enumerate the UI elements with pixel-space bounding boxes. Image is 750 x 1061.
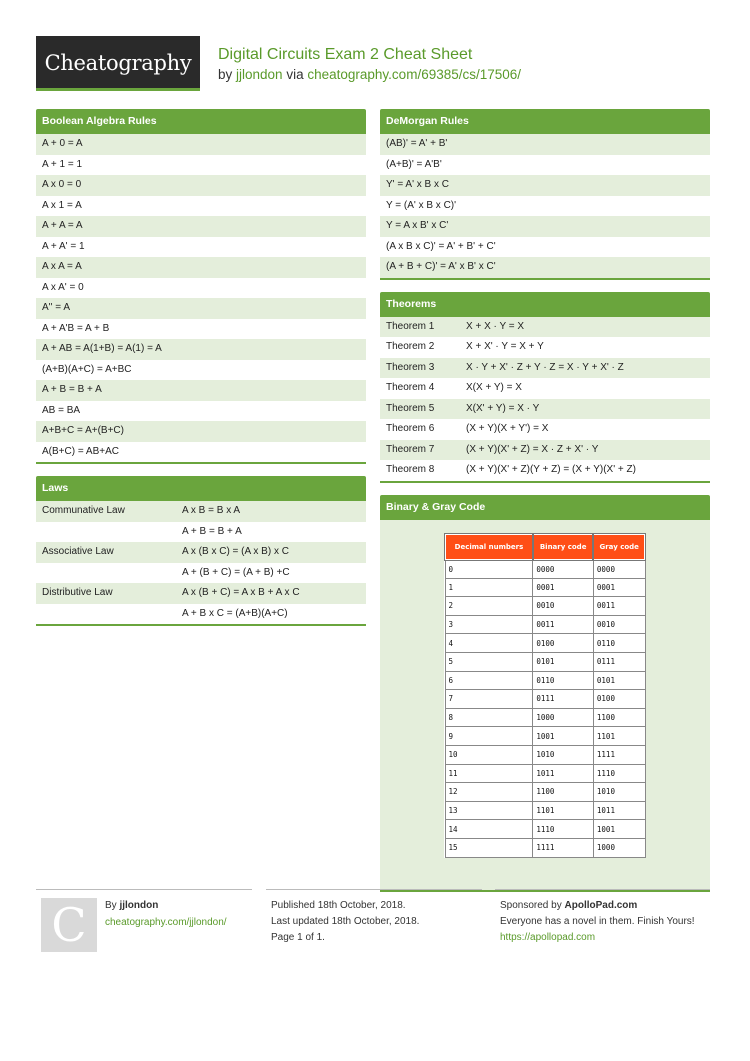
- section-title: DeMorgan Rules: [380, 109, 710, 134]
- theorem-row-name: Theorem 7: [386, 443, 435, 455]
- section-title: Binary & Gray Code: [380, 495, 710, 520]
- table-header-row: [445, 534, 645, 560]
- cell-binary: 0011: [533, 615, 594, 634]
- sponsor-line: [500, 900, 637, 911]
- boolean-rule: A x A' = 0: [36, 278, 366, 299]
- cell-decimal: 13: [445, 801, 533, 820]
- theorem-row-value: X(X + Y) = X: [466, 382, 522, 393]
- updated-date: Last updated 18th October, 2018.: [271, 916, 420, 927]
- table-row: [445, 597, 645, 616]
- cell-decimal: 12: [445, 783, 533, 802]
- left-column: [36, 109, 366, 638]
- law-row-name: Communative Law: [42, 505, 125, 516]
- cell-binary: 0111: [533, 690, 594, 709]
- page-subtitle: [218, 67, 521, 82]
- demorgan-section: [380, 109, 710, 280]
- boolean-rule: A + B = B + A: [36, 380, 366, 401]
- boolean-rule: A + AB = A(1+B) = A(1) = A: [36, 339, 366, 360]
- footer: [36, 889, 710, 959]
- logo-underline: [36, 88, 200, 91]
- demorgan-rule: (AB)' = A' + B': [380, 134, 710, 155]
- cell-gray: 0011: [593, 597, 645, 616]
- table-row: [445, 838, 645, 857]
- boolean-rules-section: [36, 109, 366, 464]
- table-row: [445, 578, 645, 597]
- cell-decimal: 1: [445, 578, 533, 597]
- theorem-row-name: Theorem 8: [386, 464, 435, 475]
- cell-gray: 1000: [593, 838, 645, 857]
- footer-author-url[interactable]: cheatography.com/jjlondon/: [105, 917, 227, 928]
- law-row: [36, 501, 366, 522]
- cell-gray: 1111: [593, 745, 645, 764]
- by-label: By: [105, 900, 117, 911]
- theorem-row-value: X + X · Y = X: [466, 320, 524, 332]
- divider: [36, 889, 252, 890]
- theorem-row: [380, 378, 710, 399]
- table-row: [445, 615, 645, 634]
- cell-gray: 1100: [593, 708, 645, 727]
- right-column: [380, 109, 710, 904]
- table-row: [445, 708, 645, 727]
- cell-binary: 1111: [533, 838, 594, 857]
- avatar[interactable]: C: [41, 898, 97, 952]
- section-title: Boolean Algebra Rules: [36, 109, 366, 134]
- law-row: [36, 522, 366, 543]
- table-row: [445, 634, 645, 653]
- boolean-rule: (A+B)(A+C) = A+BC: [36, 360, 366, 381]
- table-row: [445, 745, 645, 764]
- header-binary: Binary code: [533, 534, 594, 560]
- demorgan-rule: (A+B)' = A'B': [380, 155, 710, 176]
- cheatography-logo[interactable]: Cheatography: [36, 36, 200, 90]
- demorgan-rule: (A + B + C)' = A' x B' x C': [380, 257, 710, 278]
- theorem-row: [380, 317, 710, 338]
- boolean-rule: A(B+C) = AB+AC: [36, 442, 366, 463]
- cell-binary: 0010: [533, 597, 594, 616]
- boolean-rule: A + 0 = A: [36, 134, 366, 155]
- sponsor-name[interactable]: ApolloPad.com: [564, 900, 638, 911]
- code-rows: [445, 560, 645, 858]
- theorem-row-value: X + X' · Y = X + Y: [466, 341, 544, 352]
- law-row: [36, 563, 366, 584]
- sponsored-by-label: Sponsored by: [500, 900, 562, 911]
- cell-decimal: 9: [445, 727, 533, 746]
- law-row-name: Associative Law: [42, 546, 114, 557]
- laws-section: [36, 476, 366, 626]
- cell-binary: 0100: [533, 634, 594, 653]
- footer-author-name[interactable]: jjlondon: [119, 900, 159, 911]
- header-gray: Gray code: [593, 534, 645, 560]
- boolean-rule: A'' = A: [36, 298, 366, 319]
- cell-gray: 1010: [593, 783, 645, 802]
- table-row: [445, 690, 645, 709]
- demorgan-rule: Y = (A' x B x C)': [380, 196, 710, 217]
- cell-decimal: 5: [445, 652, 533, 671]
- cell-decimal: 3: [445, 615, 533, 634]
- laws-rows: [36, 501, 366, 624]
- via-label: via: [286, 67, 304, 82]
- theorem-row: [380, 358, 710, 379]
- cell-gray: 0010: [593, 615, 645, 634]
- boolean-rule: A x A = A: [36, 257, 366, 278]
- section-title: Theorems: [380, 292, 710, 317]
- theorem-row-name: Theorem 6: [386, 423, 435, 434]
- cell-binary: 1100: [533, 783, 594, 802]
- cell-decimal: 6: [445, 671, 533, 690]
- theorem-rows: [380, 317, 710, 481]
- table-row: [445, 727, 645, 746]
- cell-decimal: 7: [445, 690, 533, 709]
- footer-dates: [266, 889, 482, 959]
- cell-gray: 0110: [593, 634, 645, 653]
- cell-gray: 0111: [593, 652, 645, 671]
- theorem-row: [380, 419, 710, 440]
- cell-binary: 1110: [533, 820, 594, 839]
- table-row: [445, 671, 645, 690]
- demorgan-rule: (A x B x C)' = A' + B' + C': [380, 237, 710, 258]
- table-row: [445, 764, 645, 783]
- page-number: Page 1 of 1.: [271, 932, 325, 943]
- cell-binary: 0001: [533, 578, 594, 597]
- cell-gray: 1110: [593, 764, 645, 783]
- boolean-rule: A x 1 = A: [36, 196, 366, 217]
- theorem-row: [380, 399, 710, 420]
- theorem-row-value: (X + Y)(X' + Z)(Y + Z) = (X + Y)(X' + Z): [466, 464, 636, 475]
- cell-binary: 1101: [533, 801, 594, 820]
- theorem-row-name: Theorem 1: [386, 320, 435, 332]
- table-row: [445, 560, 645, 579]
- law-row-value: A x (B + C) = A x B + A x C: [182, 587, 300, 598]
- binary-gray-section: [380, 495, 710, 892]
- theorems-section: [380, 292, 710, 483]
- cell-gray: 0000: [593, 560, 645, 579]
- sheet-url-link[interactable]: cheatography.com/69385/cs/17506/: [307, 67, 522, 82]
- law-row-value: A + B x C = (A+B)(A+C): [182, 607, 288, 619]
- boolean-rule: A+B+C = A+(B+C): [36, 421, 366, 442]
- theorem-row-name: Theorem 2: [386, 341, 435, 352]
- binary-gray-panel: [380, 520, 710, 890]
- page-title: Digital Circuits Exam 2 Cheat Sheet: [218, 46, 473, 63]
- theorem-row-value: X(X' + Y) = X · Y: [466, 402, 540, 414]
- boolean-rows: [36, 134, 366, 462]
- sponsor-tagline: Everyone has a novel in them. Finish Yours!: [500, 916, 695, 927]
- theorem-row-value: (X + Y)(X' + Z) = X · Z + X' · Y: [466, 443, 599, 455]
- divider: [266, 889, 482, 890]
- demorgan-rule: Y = A x B' x C': [380, 216, 710, 237]
- demorgan-rule: Y' = A' x B x C: [380, 175, 710, 196]
- demorgan-rows: [380, 134, 710, 278]
- cell-decimal: 10: [445, 745, 533, 764]
- table-row: [445, 801, 645, 820]
- cell-gray: 0001: [593, 578, 645, 597]
- law-row-value: A + B = B + A: [182, 525, 242, 537]
- cell-binary: 0000: [533, 560, 594, 579]
- cell-gray: 1011: [593, 801, 645, 820]
- cell-gray: 1101: [593, 727, 645, 746]
- boolean-rule: A + A = A: [36, 216, 366, 237]
- divider: [495, 889, 710, 890]
- law-row-value: A x B = B x A: [182, 505, 241, 516]
- cell-decimal: 8: [445, 708, 533, 727]
- theorem-row: [380, 337, 710, 358]
- section-title: Laws: [36, 476, 366, 501]
- theorem-row-name: Theorem 5: [386, 402, 435, 414]
- cell-decimal: 0: [445, 560, 533, 579]
- cell-gray: 0100: [593, 690, 645, 709]
- cell-binary: 1000: [533, 708, 594, 727]
- header-decimal: Decimal numbers: [445, 534, 533, 560]
- cell-decimal: 15: [445, 838, 533, 857]
- footer-author: [36, 889, 252, 959]
- theorem-row: [380, 460, 710, 481]
- theorem-row-value: (X + Y)(X + Y') = X: [466, 423, 549, 434]
- cell-decimal: 4: [445, 634, 533, 653]
- cell-gray: 0101: [593, 671, 645, 690]
- law-row-name: Distributive Law: [42, 587, 113, 598]
- law-row: [36, 583, 366, 604]
- theorem-row-name: Theorem 4: [386, 382, 435, 393]
- boolean-rule: A x 0 = 0: [36, 175, 366, 196]
- cell-decimal: 11: [445, 764, 533, 783]
- theorem-row: [380, 440, 710, 461]
- boolean-rule: A + 1 = 1: [36, 155, 366, 176]
- cell-decimal: 2: [445, 597, 533, 616]
- cell-binary: 0110: [533, 671, 594, 690]
- table-row: [445, 652, 645, 671]
- binary-gray-table: [444, 533, 646, 858]
- theorem-row-value: X · Y + X' · Z + Y · Z = X · Y + X' · Z: [466, 361, 624, 373]
- boolean-rule: AB = BA: [36, 401, 366, 422]
- cell-gray: 1001: [593, 820, 645, 839]
- cell-decimal: 14: [445, 820, 533, 839]
- footer-sponsor: [495, 889, 710, 959]
- sponsor-url[interactable]: https://apollopad.com: [500, 932, 596, 943]
- law-row: [36, 542, 366, 563]
- law-row-value: A x (B x C) = (A x B) x C: [182, 546, 289, 557]
- by-label: by: [218, 67, 233, 82]
- law-row-value: A + (B + C) = (A + B) +C: [182, 566, 290, 578]
- theorem-row-name: Theorem 3: [386, 361, 435, 373]
- cell-binary: 1010: [533, 745, 594, 764]
- law-row: [36, 604, 366, 625]
- cell-binary: 0101: [533, 652, 594, 671]
- cell-binary: 1011: [533, 764, 594, 783]
- published-date: Published 18th October, 2018.: [271, 900, 406, 911]
- boolean-rule: A + A'B = A + B: [36, 319, 366, 340]
- cell-binary: 1001: [533, 727, 594, 746]
- author-link[interactable]: jjlondon: [236, 67, 283, 82]
- footer-author-line: [105, 900, 158, 911]
- boolean-rule: A + A' = 1: [36, 237, 366, 258]
- table-row: [445, 820, 645, 839]
- table-row: [445, 783, 645, 802]
